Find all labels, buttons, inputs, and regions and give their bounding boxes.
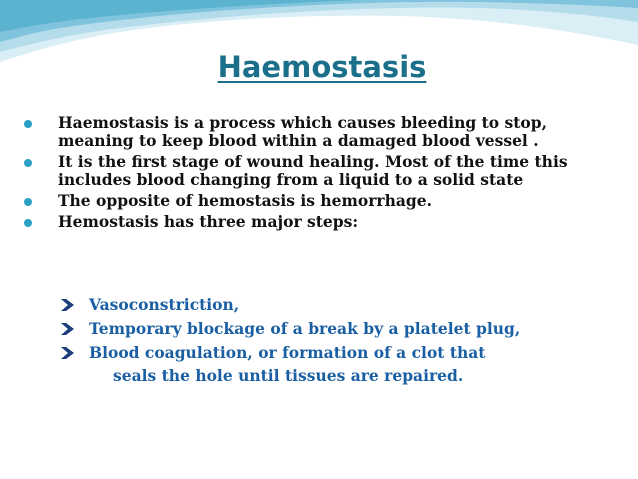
step-continuation: seals the hole until tissues are repaired. (113, 366, 464, 385)
bullet-item: Haemostasis is a process which causes bleeding to stop, meaning to keep blood within a damaged blood vessel . (24, 114, 624, 150)
circle-bullet-icon (24, 159, 32, 167)
chevron-right-icon (60, 299, 75, 311)
circle-bullet-icon (24, 198, 32, 206)
bullet-item: The opposite of hemostasis is hemorrhage. (24, 192, 624, 210)
step-list (60, 293, 620, 388)
bullet-item: Hemostasis has three major steps: (24, 213, 624, 231)
step-item: Blood coagulation, or formation of a clot that seals the hole until tissues are repaired. (60, 341, 620, 387)
circle-bullet-icon (24, 120, 32, 128)
step-item: Temporary blockage of a break by a platelet plug, (60, 317, 620, 340)
chevron-right-icon (60, 347, 75, 359)
slide-title: Haemostasis (217, 50, 427, 84)
bullet-item: It is the first stage of wound healing. Most of the time this includes blood changing from a liquid to a solid state (24, 153, 624, 189)
chevron-right-icon (60, 323, 75, 335)
bullet-list (24, 114, 624, 234)
step-item: Vasoconstriction, (60, 293, 620, 316)
circle-bullet-icon (24, 219, 32, 227)
